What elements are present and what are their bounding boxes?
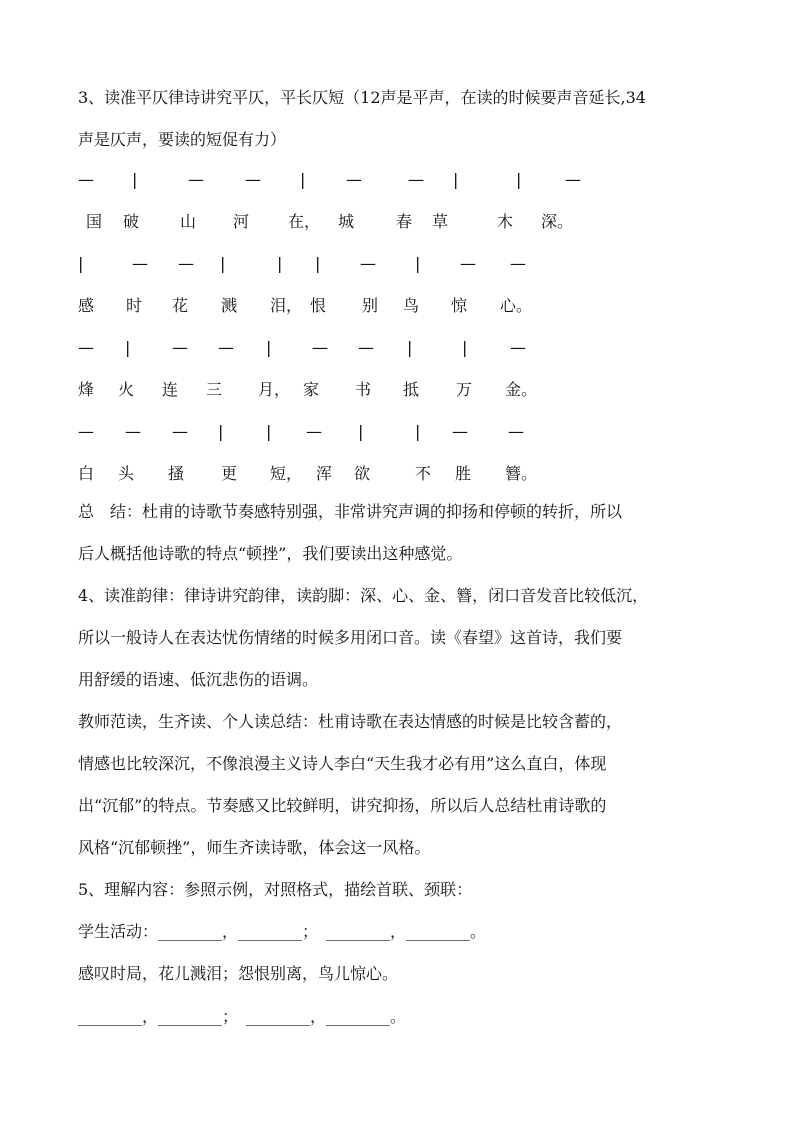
- poem-character: 泪，: [270, 296, 303, 315]
- poem-character: 在，: [288, 212, 321, 231]
- poem-character: 感: [78, 296, 95, 315]
- oblique-tone-mark: |: [462, 338, 468, 357]
- summary-line-1: 总 结：杜甫的诗歌节奏感特别强，非常讲究声调的抑扬和停顿的转折，所以: [78, 502, 623, 521]
- oblique-tone-mark: |: [220, 254, 226, 273]
- level-tone-mark: —: [510, 254, 526, 273]
- poem-character: 城: [338, 212, 355, 231]
- oblique-tone-mark: |: [358, 422, 364, 441]
- oblique-tone-mark: |: [78, 254, 84, 273]
- oblique-tone-mark: |: [132, 170, 138, 189]
- section-4-line-1: 4、读准韵律：律诗讲究韵律，读韵脚：深、心、金、簪，闭口音发音比较低沉，: [78, 586, 649, 605]
- poem-line: [0, 380, 794, 400]
- level-tone-mark: —: [188, 170, 204, 189]
- poem-character: 恨: [310, 296, 327, 315]
- poem-character: 簪。: [505, 464, 538, 483]
- section-3-line-2: 声是仄声，要读的短促有力）: [78, 130, 287, 149]
- poem-character: 白: [78, 464, 95, 483]
- level-tone-mark: —: [306, 422, 322, 441]
- level-tone-mark: —: [565, 170, 581, 189]
- poem-character: 惊: [451, 296, 468, 315]
- oblique-tone-mark: |: [266, 338, 272, 357]
- poem-character: 连: [162, 380, 179, 399]
- poem-line: [0, 212, 794, 232]
- section-3-line-1: 3、读准平仄律诗讲究平仄，平长仄短（12声是平声，在读的时候要声音延长,34: [78, 88, 646, 107]
- oblique-tone-mark: |: [266, 422, 272, 441]
- poem-character: 更: [221, 464, 238, 483]
- oblique-tone-mark: |: [516, 170, 522, 189]
- summary-line-2: 后人概括他诗歌的特点“顿挫”，我们要读出这种感觉。: [78, 544, 463, 563]
- level-tone-mark: —: [78, 422, 94, 441]
- poem-character: 家: [303, 380, 320, 399]
- poem-character: 破: [123, 212, 140, 231]
- poem-character: 月，: [258, 380, 291, 399]
- oblique-tone-mark: |: [218, 422, 224, 441]
- level-tone-mark: —: [178, 254, 194, 273]
- tone-row: [0, 422, 794, 442]
- oblique-tone-mark: |: [277, 254, 283, 273]
- level-tone-mark: —: [408, 170, 424, 189]
- poem-character: 国: [86, 212, 103, 231]
- oblique-tone-mark: |: [125, 338, 131, 357]
- level-tone-mark: —: [78, 170, 94, 189]
- tone-row: [0, 254, 794, 274]
- level-tone-mark: —: [245, 170, 261, 189]
- poem-character: 胜: [455, 464, 472, 483]
- level-tone-mark: —: [452, 422, 468, 441]
- teacher-line-4: 风格“沉郁顿挫”，师生齐读诗歌，体会这一风格。: [78, 838, 431, 857]
- poem-character: 草: [432, 212, 449, 231]
- poem-character: 万: [456, 380, 473, 399]
- poem-character: 书: [355, 380, 372, 399]
- poem-character: 深。: [541, 212, 574, 231]
- poem-character: 河: [233, 212, 250, 231]
- poem-character: 烽: [78, 380, 95, 399]
- poem-character: 抵: [403, 380, 420, 399]
- level-tone-mark: —: [510, 338, 526, 357]
- level-tone-mark: —: [460, 254, 476, 273]
- tone-row: [0, 338, 794, 358]
- poem-character: 搔: [168, 464, 185, 483]
- poem-character: 溅: [221, 296, 238, 315]
- oblique-tone-mark: |: [407, 338, 413, 357]
- level-tone-mark: —: [132, 254, 148, 273]
- teacher-line-1: 教师范读，生齐读、个人读总结：杜甫诗歌在表达情感的时候是比较含蓄的，: [78, 712, 623, 731]
- oblique-tone-mark: |: [315, 254, 321, 273]
- poem-line: [0, 464, 794, 484]
- poem-character: 火: [118, 380, 135, 399]
- poem-character: 短，: [270, 464, 303, 483]
- poem-character: 春: [396, 212, 413, 231]
- tone-row: [0, 170, 794, 190]
- poem-character: 头: [118, 464, 135, 483]
- blank-answer-line: ________，________； ________，________。: [78, 1007, 407, 1026]
- level-tone-mark: —: [346, 170, 362, 189]
- level-tone-mark: —: [78, 338, 94, 357]
- oblique-tone-mark: |: [300, 170, 306, 189]
- poem-character: 欲: [354, 464, 371, 483]
- level-tone-mark: —: [360, 254, 376, 273]
- poem-character: 鸟: [403, 296, 420, 315]
- poem-character: 别: [362, 296, 379, 315]
- oblique-tone-mark: |: [415, 422, 421, 441]
- poem-character: 山: [180, 212, 197, 231]
- student-activity-line: 学生活动：________，________； ________，________。: [78, 922, 487, 941]
- level-tone-mark: —: [312, 338, 328, 357]
- level-tone-mark: —: [172, 338, 188, 357]
- section-4-line-2: 所以一般诗人在表达忧伤情绪的时候多用闭口音。读《春望》这首诗，我们要: [78, 628, 623, 647]
- poem-character: 木: [497, 212, 514, 231]
- poem-character: 三: [206, 380, 223, 399]
- section-5-line-1: 5、理解内容：参照示例，对照格式，描绘首联、颈联：: [78, 880, 473, 899]
- example-line: 感叹时局，花儿溅泪；怨恨别离，鸟儿惊心。: [78, 964, 399, 983]
- level-tone-mark: —: [125, 422, 141, 441]
- teacher-line-2: 情感也比较深沉，不像浪漫主义诗人李白“天生我才必有用”这么直白，体现: [78, 754, 607, 773]
- level-tone-mark: —: [508, 422, 524, 441]
- poem-character: 不: [415, 464, 432, 483]
- poem-character: 心。: [500, 296, 533, 315]
- oblique-tone-mark: |: [453, 170, 459, 189]
- poem-character: 浑: [316, 464, 333, 483]
- level-tone-mark: —: [172, 422, 188, 441]
- teacher-line-3: 出“沉郁”的特点。节奏感又比较鲜明，讲究抑扬，所以后人总结杜甫诗歌的: [78, 796, 607, 815]
- poem-character: 花: [172, 296, 189, 315]
- level-tone-mark: —: [218, 338, 234, 357]
- poem-line: [0, 296, 794, 316]
- poem-character: 时: [126, 296, 143, 315]
- level-tone-mark: —: [358, 338, 374, 357]
- section-4-line-3: 用舒缓的语速、低沉悲伤的语调。: [78, 670, 319, 689]
- poem-character: 金。: [505, 380, 538, 399]
- oblique-tone-mark: |: [415, 254, 421, 273]
